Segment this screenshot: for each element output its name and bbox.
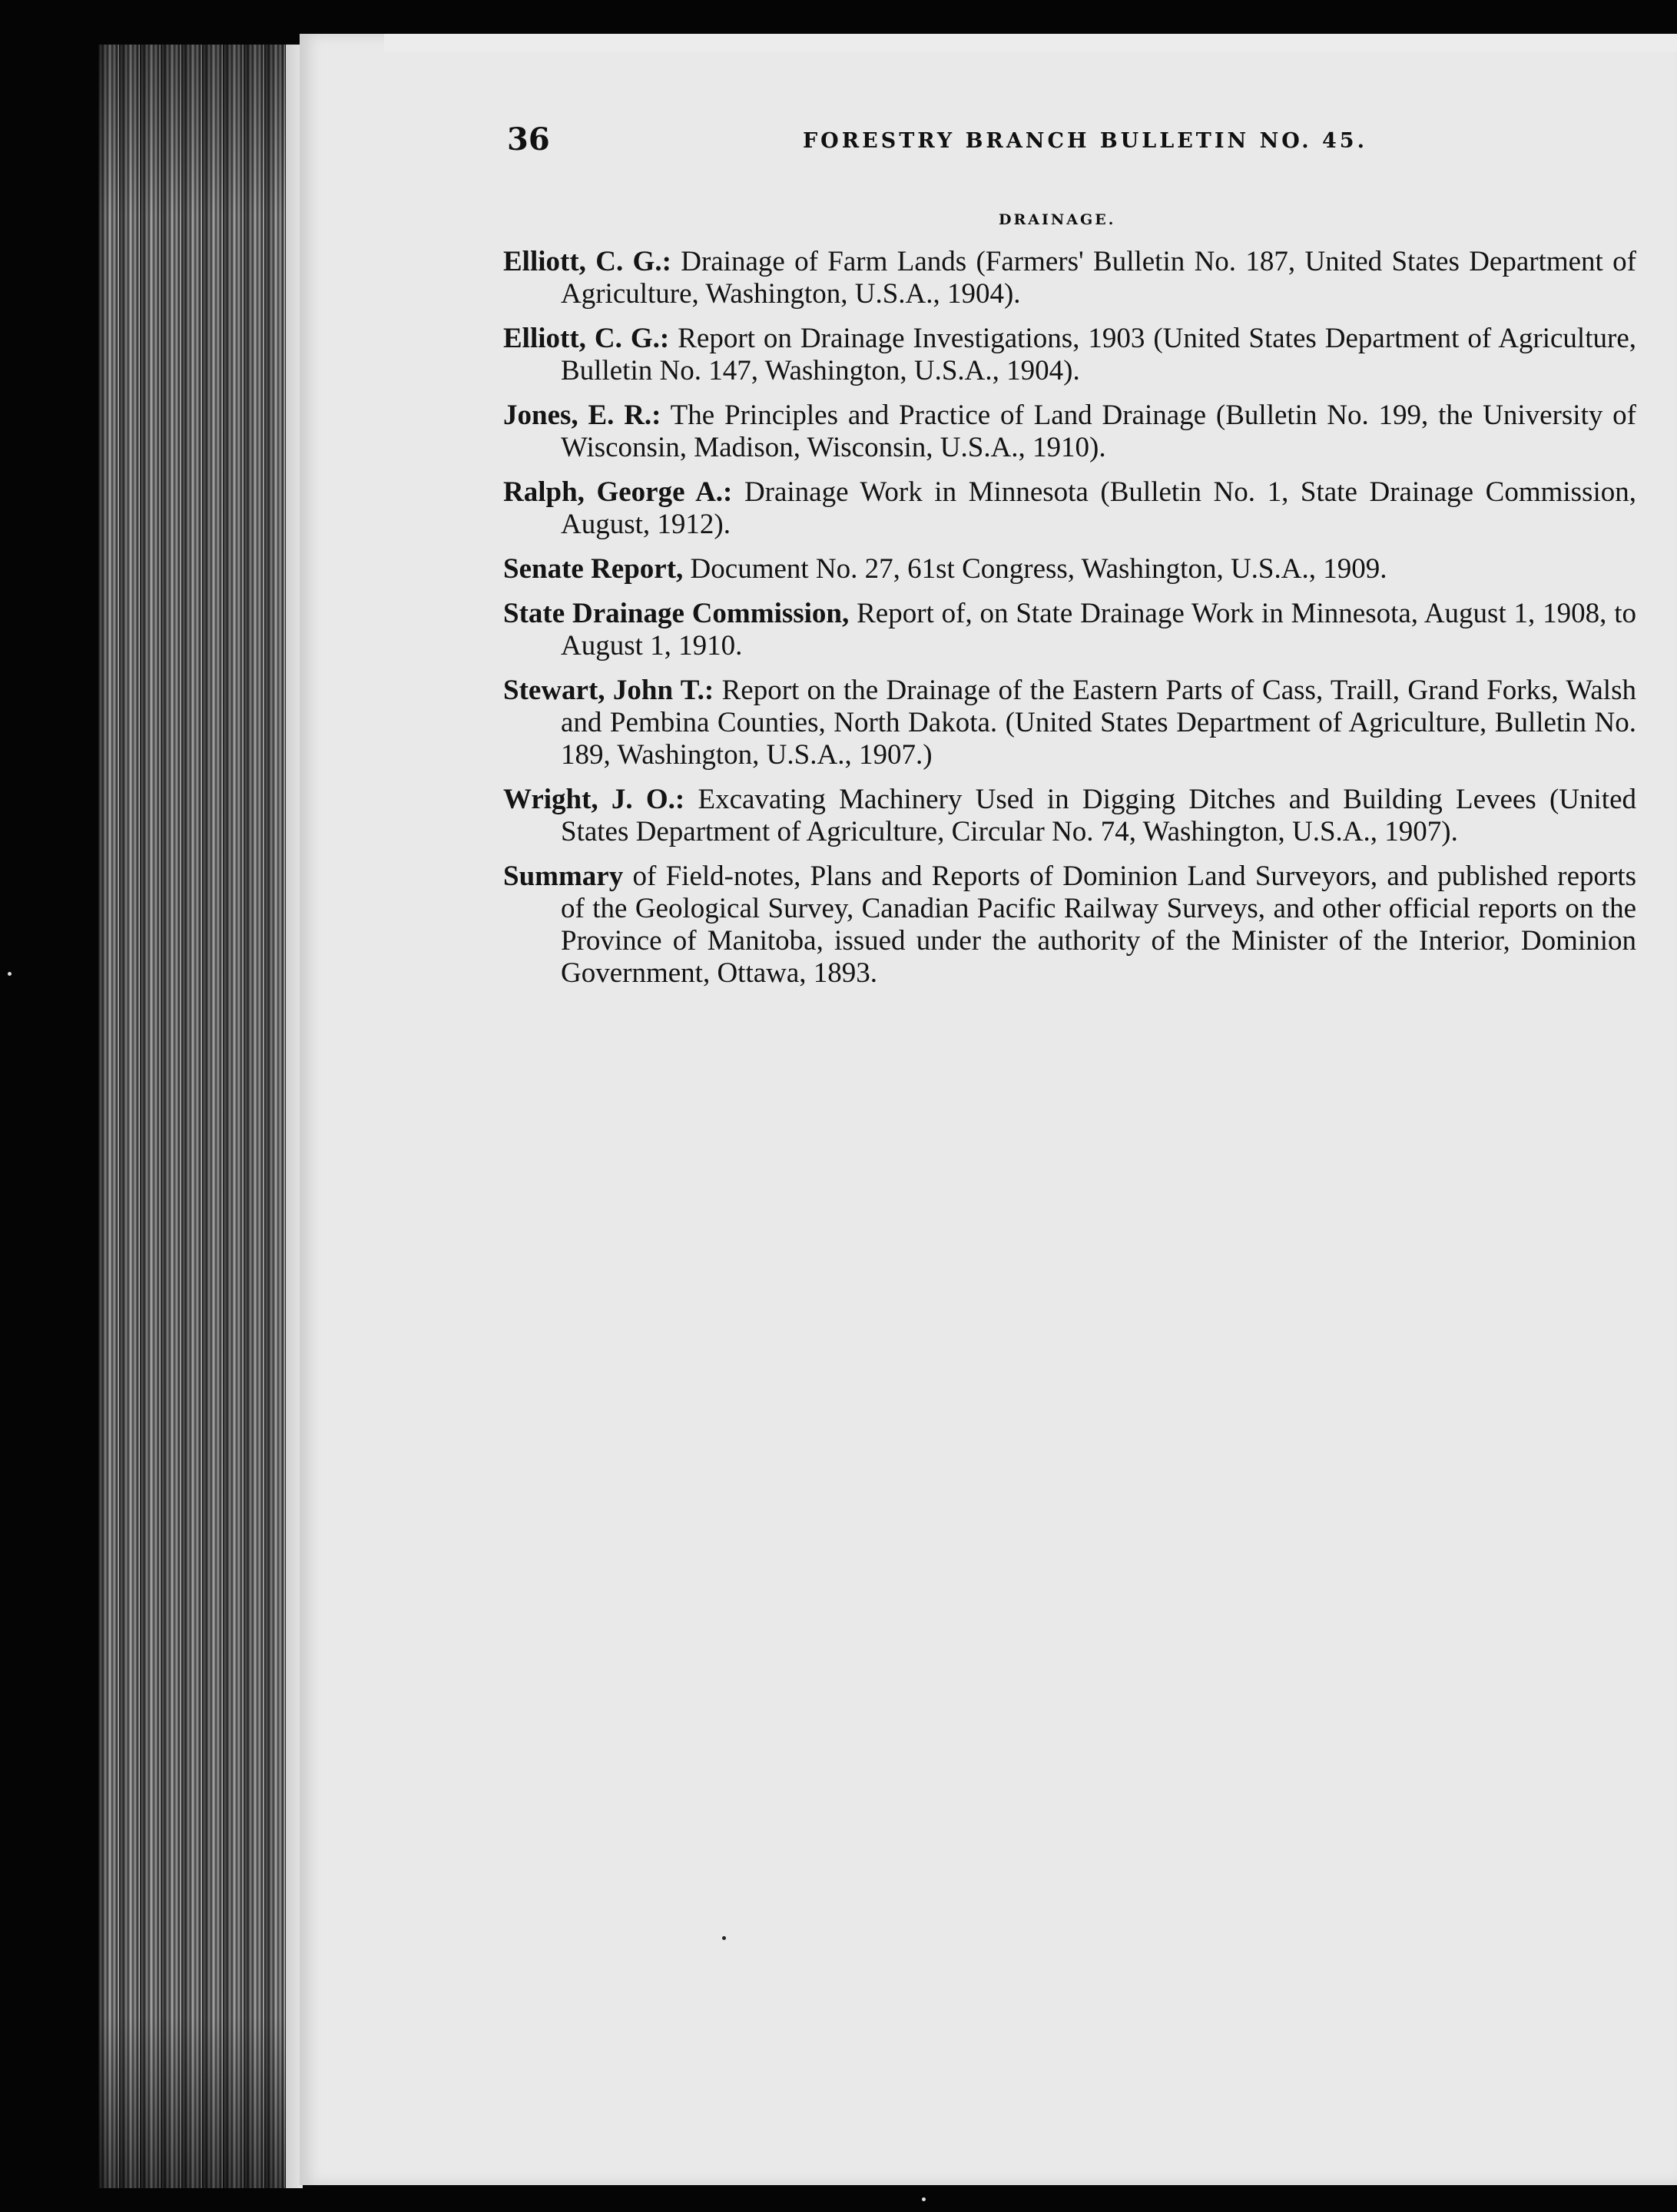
entry-text: Document No. 27, 61st Congress, Washington, U.S.A., 1909.: [690, 553, 1387, 585]
entry-text: Report of, on State Drainage Work in Minnesota, August 1, 1908, to August 1, 1910.: [561, 598, 1636, 662]
bibliography-list: [503, 246, 1636, 1002]
entry-author: Wright, J. O.:: [503, 784, 685, 815]
entry-author: State Drainage Commission,: [503, 598, 850, 629]
section-heading: DRAINAGE.: [999, 211, 1116, 228]
entry-text: Excavating Machinery Used in Digging Ditches and Building Levees (United States Department of Agriculture, Circular No. 74, Washington, U.S.A., 1907).: [561, 784, 1636, 847]
scan-speck: [722, 1936, 726, 1940]
entry-author: Ralph, George A.:: [503, 476, 733, 508]
bibliography-entry: [503, 675, 1636, 771]
bibliography-entry: [503, 784, 1636, 848]
entry-author: Elliott, C. G.:: [503, 246, 671, 277]
page-top-edge: [384, 34, 1677, 52]
bibliography-entry: [503, 553, 1636, 585]
entry-text: Report on the Drainage of the Eastern Parts of Cass, Traill, Grand Forks, Walsh and Pembina Counties, North Dakota. (United States Department of Agriculture, Bulletin No. 189, Washington, U.S.A., 1907.): [561, 675, 1636, 771]
bibliography-entry: [503, 861, 1636, 990]
scan-speck: [922, 2197, 926, 2201]
bibliography-entry: [503, 400, 1636, 464]
entry-author: Jones, E. R.:: [503, 400, 661, 431]
bibliography-entry: [503, 476, 1636, 541]
entry-text: Drainage of Farm Lands (Farmers' Bulletin No. 187, United States Department of Agriculture, Washington, U.S.A., 1904).: [561, 246, 1636, 310]
scan-speck: [8, 972, 12, 976]
entry-text: The Principles and Practice of Land Drainage (Bulletin No. 199, the University of Wisconsin, Madison, Wisconsin, U.S.A., 1910).: [561, 400, 1636, 463]
entry-author: Summary: [503, 861, 624, 892]
book-page-stack: [98, 45, 300, 2188]
page-header: [507, 121, 1613, 167]
bibliography-entry: [503, 598, 1636, 662]
bibliography-entry: [503, 323, 1636, 387]
entry-author: Stewart, John T.:: [503, 675, 714, 706]
running-title: FORESTRY BRANCH BULLETIN NO. 45.: [803, 129, 1367, 153]
page-number: 36: [507, 121, 550, 158]
entry-author: Elliott, C. G.:: [503, 323, 670, 354]
entry-text: of Field-notes, Plans and Reports of Dominion Land Surveyors, and published reports of the Geological Survey, Canadian Pacific Railway Surveys, and other official reports on the Province of Manitoba, issued under the authority of the Minister of the Interior, Dominion Government, Ottawa, 1893.: [561, 861, 1637, 989]
entry-text: Drainage Work in Minnesota (Bulletin No. 1, State Drainage Commission, August, 1912).: [561, 476, 1636, 540]
bibliography-entry: [503, 246, 1636, 310]
entry-author: Senate Report,: [503, 553, 684, 585]
entry-text: Report on Drainage Investigations, 1903 (United States Department of Agriculture, Bulletin No. 147, Washington, U.S.A., 1904).: [561, 323, 1636, 386]
